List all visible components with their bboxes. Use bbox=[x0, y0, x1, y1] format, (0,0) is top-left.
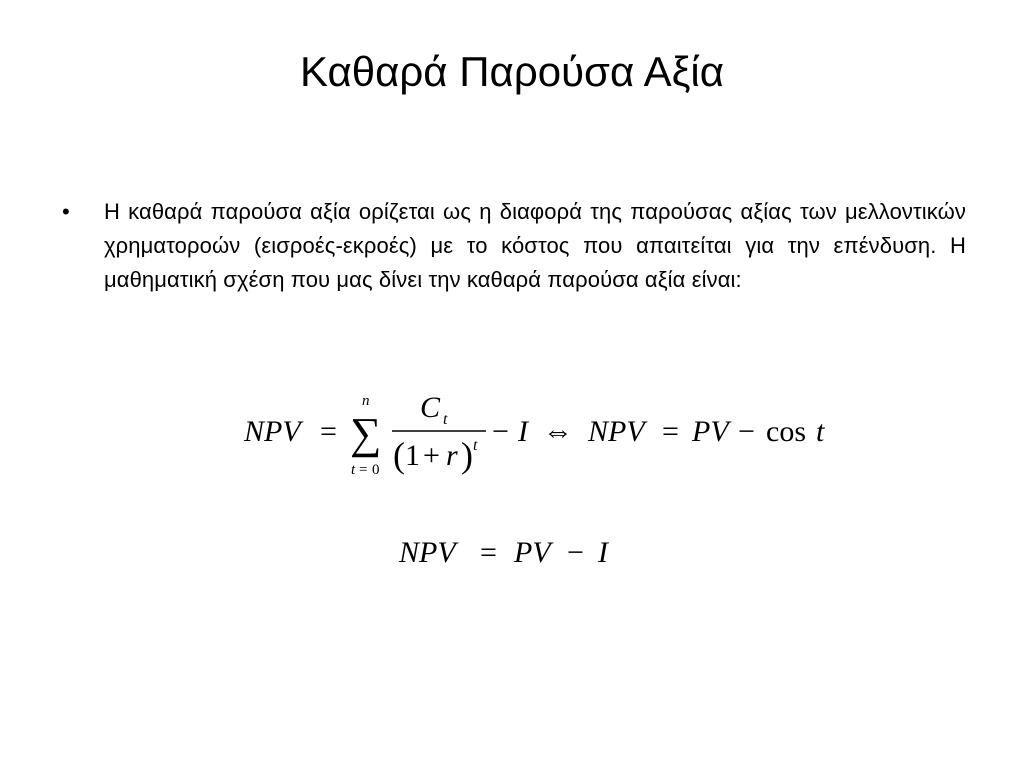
denominator-r: r bbox=[446, 439, 458, 472]
sum-lower-eq: = bbox=[359, 462, 368, 478]
formula1-lhs: NPV bbox=[244, 415, 301, 448]
rhs-pv: PV bbox=[692, 415, 729, 448]
formula2-eq: = bbox=[480, 536, 497, 569]
formula2-minus: − bbox=[567, 536, 584, 569]
formula1-investment: I bbox=[518, 415, 528, 448]
formula2-npv: NPV bbox=[399, 536, 456, 569]
numerator-c: C bbox=[420, 391, 441, 424]
formula2-pv: PV bbox=[514, 536, 551, 569]
bullet-item bbox=[60, 195, 966, 297]
denominator-exponent: t bbox=[473, 437, 478, 454]
bullet-dot-icon: • bbox=[62, 199, 70, 224]
numerator-sub: t bbox=[443, 411, 448, 428]
formula1-eq: = bbox=[320, 415, 337, 448]
bullet-text: Η καθαρά παρούσα αξία ορίζεται ως η διαφορά της παρούσας αξίας των μελλοντικών χρηματοροών (εισροές-εκροές) με το κόστος που απαιτείται για την επένδυση. Η μαθηματική σχέση που μας δίνει την καθαρά παρούσα αξία είναι: bbox=[104, 199, 966, 292]
denominator-one: 1 bbox=[405, 439, 420, 472]
sum-lower-var: t bbox=[351, 462, 356, 478]
sum-lower-val: 0 bbox=[372, 462, 380, 478]
sum-upper-limit: n bbox=[362, 393, 370, 409]
rhs-cos: cos bbox=[766, 415, 806, 448]
denominator-close-paren: ) bbox=[461, 435, 473, 475]
formula2-i: I bbox=[598, 536, 608, 569]
npv-sum-formula bbox=[0, 390, 1024, 480]
denominator-open-paren: ( bbox=[393, 435, 405, 475]
rhs-t: t bbox=[816, 415, 825, 448]
sum-symbol: ∑ bbox=[350, 409, 382, 458]
slide-title: Καθαρά Παρούσα Αξία bbox=[299, 48, 725, 95]
denominator-plus: + bbox=[423, 439, 440, 472]
npv-simple-formula bbox=[0, 530, 1024, 580]
rhs-eq: = bbox=[662, 415, 679, 448]
rhs-npv: NPV bbox=[588, 415, 645, 448]
rhs-minus: − bbox=[738, 415, 755, 448]
formula1-minus: − bbox=[492, 415, 509, 448]
iff-arrow: ⇔ bbox=[543, 415, 573, 448]
